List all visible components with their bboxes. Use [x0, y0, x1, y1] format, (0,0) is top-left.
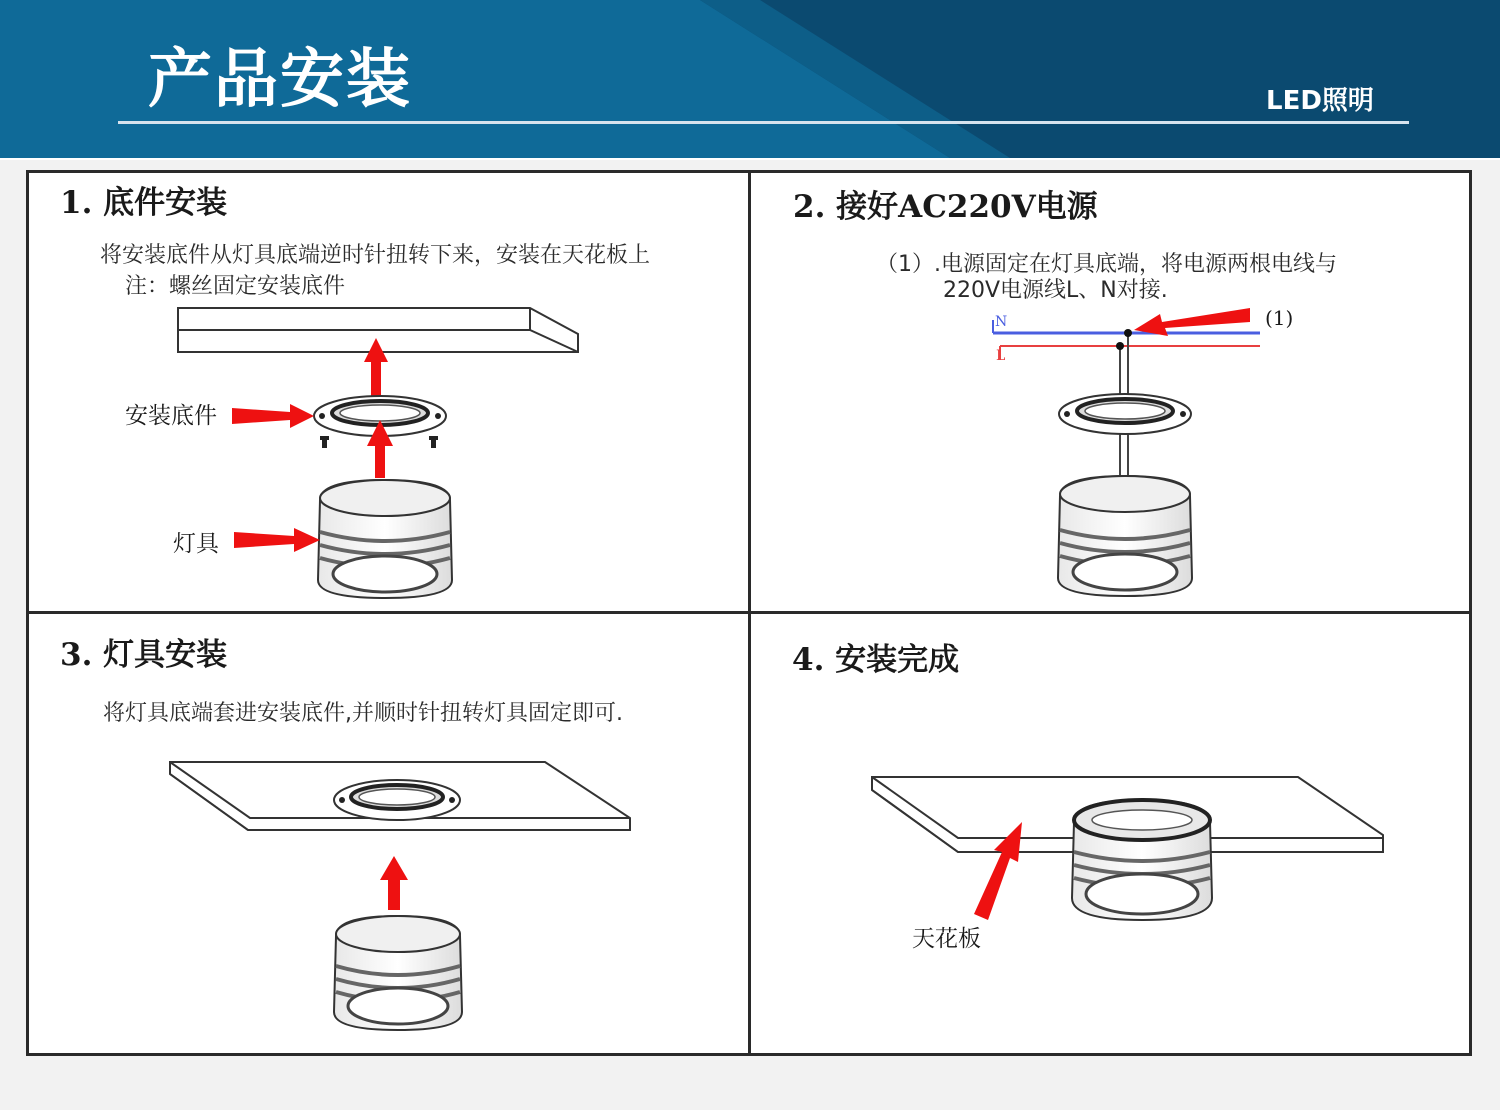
step-1-title: 1. 底件安装 — [60, 185, 228, 221]
step-2-text: （1）.电源固定在灯具底端，将电源两根电线与 — [876, 252, 1337, 277]
panel-4-drawing — [872, 777, 1383, 920]
arrow-right-icon — [232, 404, 314, 428]
lamp-icon — [334, 916, 462, 1030]
arrow-right-icon — [234, 528, 320, 552]
step-3-text: 将灯具底端套进安装底件,并顺时针扭转灯具固定即可. — [103, 701, 623, 726]
page-title: 产品安装 — [148, 43, 412, 117]
panel-1-drawing — [178, 308, 578, 598]
junction-dot — [1116, 342, 1124, 350]
step-1-note: 注：螺丝固定安装底件 — [125, 274, 346, 299]
step-1-text: 将安装底件从灯具底端逆时针扭转下来，安装在天花板上 — [100, 243, 651, 268]
arrow-up-icon — [380, 856, 408, 910]
lamp-icon — [318, 480, 452, 598]
mounting-base-icon — [334, 780, 460, 820]
panel-3-drawing — [170, 762, 630, 1030]
wire-l-label: L — [996, 348, 1006, 364]
step-2-text-line2: 220V电源线L、N对接. — [943, 278, 1168, 303]
label-mounting-base: 安装底件 — [125, 403, 217, 429]
wire-n-label: N — [995, 314, 1008, 330]
callout-1-label: (1) — [1265, 306, 1294, 330]
lamp-icon — [1058, 476, 1192, 596]
brand-label: LED照明 — [1266, 86, 1374, 116]
panel-2-drawing — [993, 308, 1260, 596]
lamp-icon — [1072, 800, 1212, 920]
junction-dot — [1124, 329, 1132, 337]
step-4-title: 4. 安装完成 — [792, 642, 960, 678]
mounting-base-icon — [1059, 394, 1191, 434]
step-3-title: 3. 灯具安装 — [60, 637, 228, 673]
label-lamp: 灯具 — [173, 531, 219, 557]
step-2-title: 2. 接好AC220V电源 — [793, 189, 1098, 225]
label-ceiling: 天花板 — [912, 926, 981, 952]
